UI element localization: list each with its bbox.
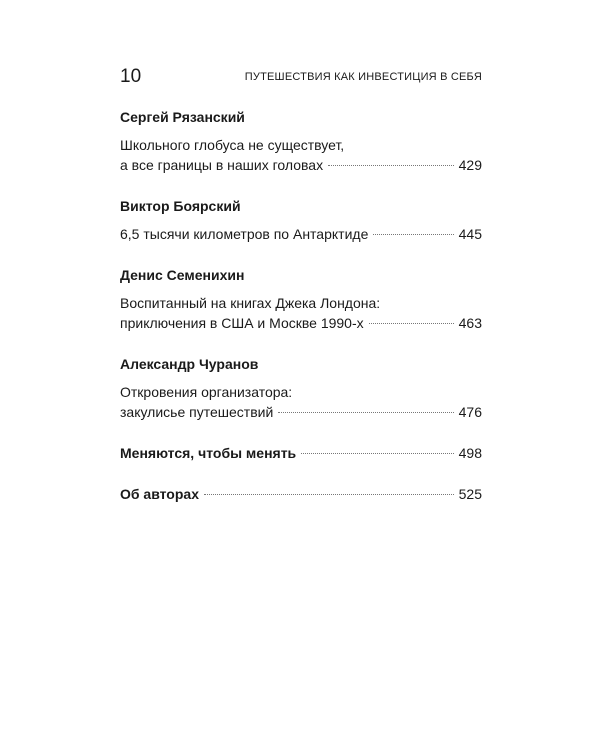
toc-section [120,265,482,333]
chapter-title-line: 6,5 тысячи километров по Антарктиде [120,226,369,242]
dot-leader [278,412,453,413]
chapter-title-line: Школьного глобуса не существует, [120,137,345,153]
page-ref: 445 [458,226,482,242]
table-of-contents [120,107,482,525]
toc-section [120,196,482,244]
section-title: Об авторах [120,486,199,502]
toc-entry-row[interactable] [120,224,482,244]
page-ref: 429 [458,157,482,173]
dot-leader [301,453,453,454]
toc-section [120,354,482,422]
toc-section [120,107,482,175]
toc-section [120,484,482,504]
author-name: Александр Чуранов [120,356,259,372]
toc-entry-row[interactable] [120,155,482,175]
toc-entry-row[interactable] [120,484,482,504]
author-name: Сергей Рязанский [120,109,245,125]
toc-entry-row[interactable] [120,402,482,422]
chapter-title-line: приключения в США и Москве 1990-х [120,315,364,331]
toc-entry-row[interactable] [120,313,482,333]
chapter-title-line: а все границы в наших головах [120,157,324,173]
page-number: 10 [120,66,142,87]
dot-leader [204,494,454,495]
page-ref: 498 [458,445,482,461]
dot-leader [328,165,454,166]
chapter-title-line: закулисье путешествий [120,404,274,420]
dot-leader [369,323,454,324]
page-ref: 525 [458,486,482,502]
author-name: Денис Семенихин [120,267,245,283]
running-title: ПУТЕШЕСТВИЯ КАК ИНВЕСТИЦИЯ В СЕБЯ [244,71,482,83]
chapter-title-line: Откровения организатора: [120,384,293,400]
chapter-title-line: Воспитанный на книгах Джека Лондона: [120,295,381,311]
section-title: Меняются, чтобы менять [120,445,297,461]
page-ref: 476 [458,404,482,420]
page-ref: 463 [458,315,482,331]
toc-entry-row[interactable] [120,443,482,463]
toc-section [120,443,482,463]
dot-leader [373,234,453,235]
author-name: Виктор Боярский [120,198,241,214]
